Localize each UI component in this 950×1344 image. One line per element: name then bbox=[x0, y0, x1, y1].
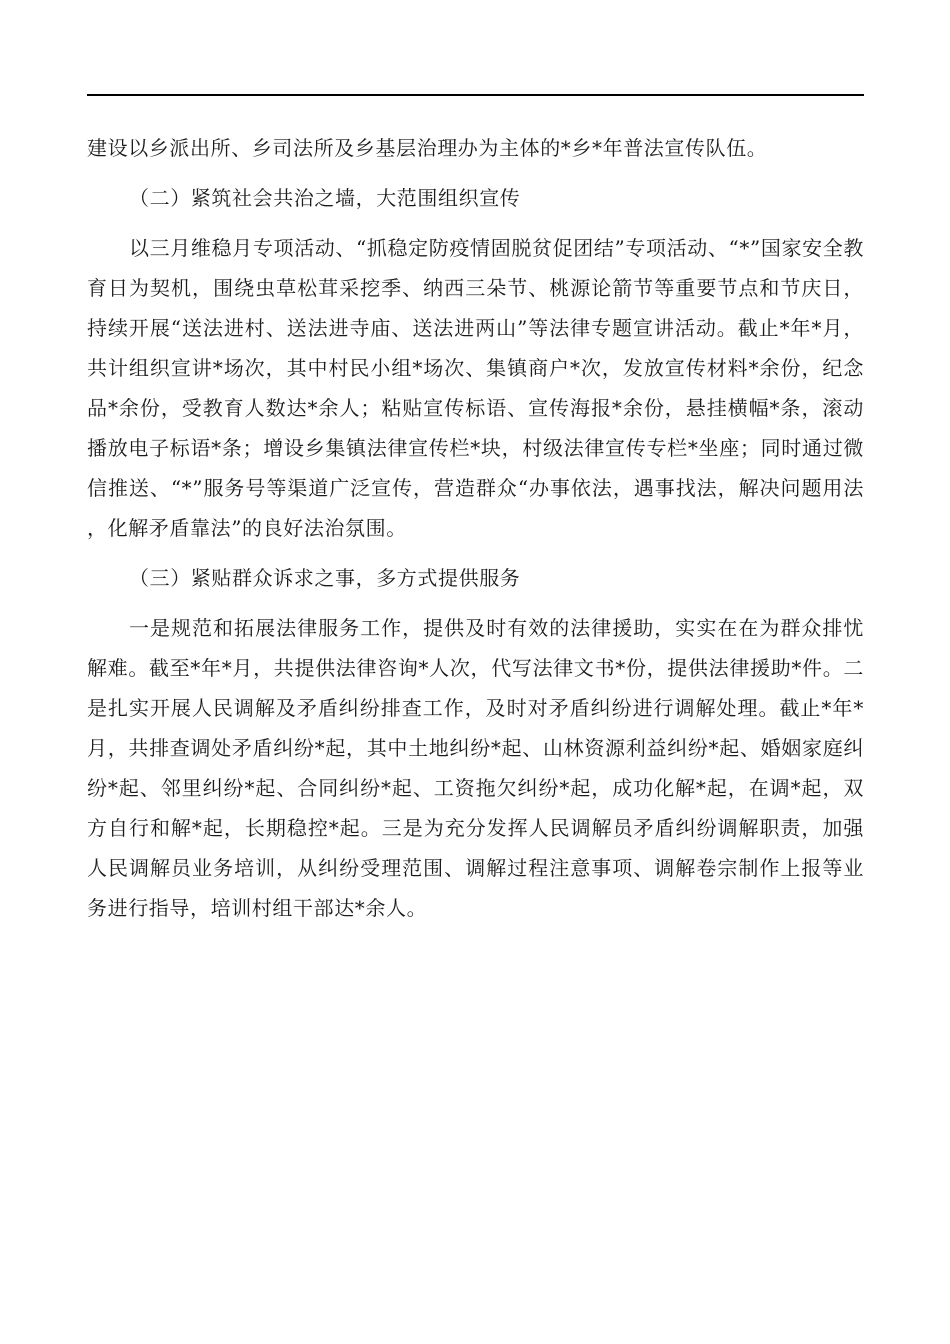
header-rule bbox=[87, 94, 864, 96]
document-body bbox=[87, 128, 864, 938]
paragraph-publicity: 以三月维稳月专项活动、“抓稳定防疫情固脱贫促团结”专项活动、“*”国家安全教育日为契机，围绕虫草松茸采挖季、纳西三朵节、桃源论箭节等重要节点和节庆日，持续开展“送法进村、送法进寺庙、送法进两山”等法律专题宣讲活动。截止*年*月，共计组织宣讲*场次，其中村民小组*场次、集镇商户*次，发放宣传材料*余份，纪念品*余份，受教育人数达*余人；粘贴宣传标语、宣传海报*余份，悬挂横幅*条，滚动播放电子标语*条；增设乡集镇法律宣传栏*块，村级法律宣传专栏*坐座；同时通过微信推送、“*”服务号等渠道广泛宣传，营造群众“办事依法，遇事找法，解决问题用法，化解矛盾靠法”的良好法治氛围。 bbox=[87, 236, 864, 540]
paragraph-services: 一是规范和拓展法律服务工作，提供及时有效的法律援助，实实在在为群众排忧解难。截至*年*月，共提供法律咨询*人次，代写法律文书*份，提供法律援助*件。二是扎实开展人民调解及矛盾纠纷排查工作，及时对矛盾纠纷进行调解处理。截止*年*月，共排查调处矛盾纠纷*起，其中土地纠纷*起、山林资源利益纠纷*起、婚姻家庭纠纷*起、邻里纠纷*起、合同纠纷*起、工资拖欠纠纷*起，成功化解*起，在调*起，双方自行和解*起，长期稳控*起。三是为充分发挥人民调解员矛盾纠纷调解职责，加强人民调解员业务培训，从纠纷受理范围、调解过程注意事项、调解卷宗制作上报等业务进行指导，培训村组干部达*余人。 bbox=[87, 616, 864, 920]
section-heading-3: （三）紧贴群众诉求之事，多方式提供服务 bbox=[129, 566, 521, 590]
paragraph-continuation: 建设以乡派出所、乡司法所及乡基层治理办为主体的*乡*年普法宣传队伍。 bbox=[87, 136, 768, 160]
section-heading-2: （二）紧筑社会共治之墙，大范围组织宣传 bbox=[129, 186, 521, 210]
